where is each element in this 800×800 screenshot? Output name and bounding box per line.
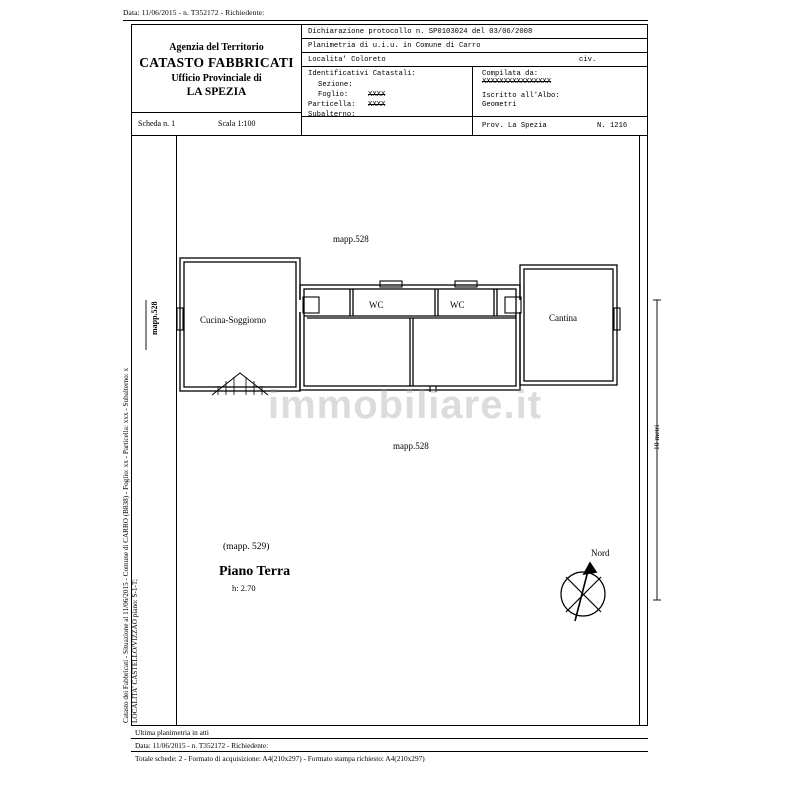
prov-label: Prov. La Spezia xyxy=(482,122,547,130)
side-text-column-1: Catasto dei Fabbricati - Situazione al 11/06/2015 - Comune di CARRO (B838) - Foglio: xx - Particella: xxx - Subalterno: x xyxy=(122,367,130,723)
particella-value: XXXX xyxy=(368,101,386,109)
sezione-label: Sezione: xyxy=(318,81,353,89)
scheda-number: Scheda n. 1 xyxy=(138,119,176,128)
top-request-line: Data: 11/06/2015 - n. T352172 - Richiedente: xyxy=(123,8,265,17)
footer-line-3: Totale schede: 2 - Formato di acquisizione: A4(210x297) - Formato stampa richiesto: A4(210x297) xyxy=(131,751,648,764)
planimetry-text: Planimetria di u.i.u. in Comune di Carro xyxy=(308,42,481,50)
dimension-label-right: 10 metri xyxy=(652,424,661,450)
label-mapp-529: (mapp. 529) xyxy=(223,542,270,552)
room-label-cantina: Cantina xyxy=(549,313,577,323)
agency-city: LA SPEZIA xyxy=(186,86,247,98)
subalterno-label: Subalterno: xyxy=(308,111,356,119)
watermark: immobiliare.it xyxy=(267,383,543,427)
document-footer xyxy=(131,726,648,764)
footer-line-1: Ultima planimetria in atti xyxy=(135,727,209,737)
compilata-value: XXXXXXXXXXXXXXXX xyxy=(482,78,552,86)
scala-value: Scala 1:100 xyxy=(218,119,256,128)
agency-office: Ufficio Provinciale di xyxy=(171,73,262,84)
room-label-cucina-soggiorno: Cucina-Soggiorno xyxy=(200,315,266,325)
particella-label: Particella: xyxy=(308,101,356,109)
declaration-text: Dichiarazione protocollo n. SP0103024 del 03/06/2008 xyxy=(308,28,533,36)
label-piano-terra: Piano Terra xyxy=(219,564,291,579)
civ-label: civ. xyxy=(579,56,597,64)
foglio-value: XXXX xyxy=(368,91,386,99)
label-nord: Nord xyxy=(591,548,610,558)
iscritto-value: Geometri xyxy=(482,101,517,109)
label-height: h: 2.70 xyxy=(232,583,256,593)
room-label-wc-1: WC xyxy=(369,300,384,310)
locality-text: Localita' Coloreto xyxy=(308,56,386,64)
numero-label: N. 1216 xyxy=(597,122,628,130)
identificativi-title: Identificativi Catastali: xyxy=(308,70,416,78)
footer-line-2: Data: 11/06/2015 - n. T352172 - Richiedente: xyxy=(131,738,648,751)
label-mapp-top: mapp.528 xyxy=(333,234,369,244)
dimension-label-left: mapp.528 xyxy=(150,301,159,335)
agency-name: Agenzia del Territorio xyxy=(169,42,264,53)
foglio-label: Foglio: xyxy=(318,91,349,99)
agency-catasto: CATASTO FABBRICATI xyxy=(139,55,294,70)
side-text-column-2: LOCALITA' CASTELLO/VIZZAO piano: S-1-T; xyxy=(131,579,139,723)
compilata-title: Compilata da: xyxy=(482,70,539,78)
iscritto-label: Iscritto all'Albo: xyxy=(482,92,560,100)
room-label-wc-2: WC xyxy=(450,300,465,310)
label-mapp-bottom: mapp.528 xyxy=(393,441,429,451)
